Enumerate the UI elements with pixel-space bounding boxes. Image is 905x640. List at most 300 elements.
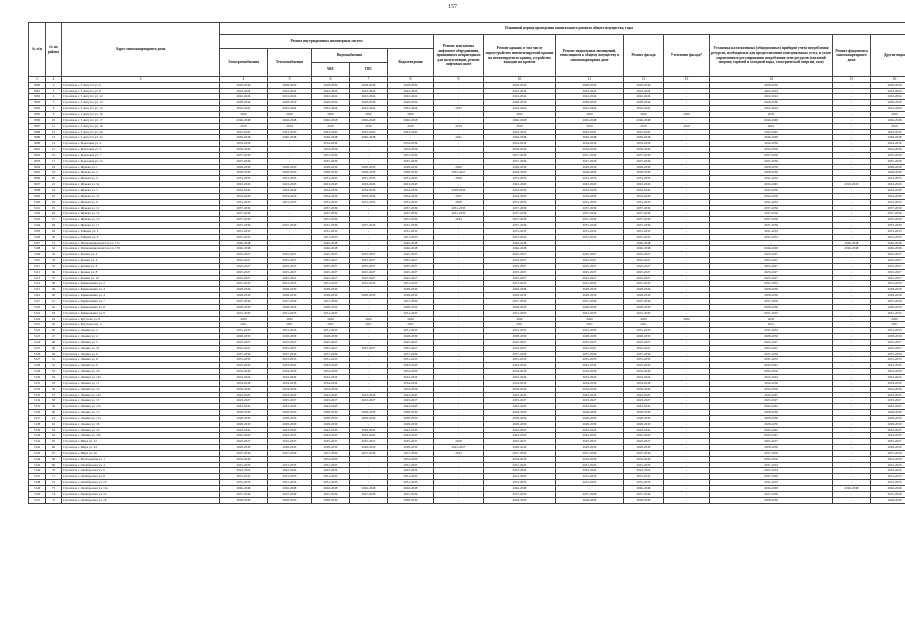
insulation-cell: - [664, 94, 710, 100]
roof-cell: 2022-2024 [484, 106, 556, 112]
heat-cell: 2022-2024 [268, 88, 312, 94]
meters-cell: 2025-2027 [710, 269, 833, 275]
other-cell: 2043-2045 [871, 427, 905, 433]
hot-water-cell: 2031-2033 [350, 199, 388, 205]
insulation-cell: - [664, 310, 710, 316]
heat-cell: 2031-2033 [268, 281, 312, 287]
other-cell: 2021 [871, 322, 905, 328]
cold-water-cell: 2037-2039 [312, 450, 350, 456]
electro-cell: 2046-2048 [220, 117, 268, 123]
sewer-cell: 2025-2027 [388, 339, 434, 345]
other-cell: 2037-2039 [871, 158, 905, 164]
heat-cell: 2022-2024 [268, 468, 312, 474]
hot-water-cell: 2028-2030 [350, 445, 388, 451]
insulation-cell: - [664, 450, 710, 456]
hot-water-cell: - [350, 240, 388, 246]
cold-water-cell: 2022-2024 [312, 106, 350, 112]
meters-cell: 2028-2030 [710, 415, 833, 421]
other-cell: 2043-2045 [871, 404, 905, 410]
basement-cell: 2022-2024 [556, 468, 624, 474]
other-cell: 2043-2045 [871, 433, 905, 439]
facade-cell: 2046-2048 [624, 246, 664, 252]
district-number-cell: 19 [46, 170, 62, 176]
basement-cell: - [556, 240, 624, 246]
sewer-cell: 2025-2027 [388, 258, 434, 264]
elevator-cell: - [434, 287, 484, 293]
other-cell: 2031-2033 [871, 462, 905, 468]
roof-cell: 2031-2033 [484, 474, 556, 480]
district-number-cell: 15 [46, 147, 62, 153]
meters-cell: 2034-2036 [710, 386, 833, 392]
elevator-cell: - [434, 117, 484, 123]
address-cell: Строитель г, Кривошеина ул, 3 [62, 287, 220, 293]
row-number-cell: 5099 [29, 193, 46, 199]
other-cell: 2034-2036 [871, 193, 905, 199]
hot-water-cell: 2028-2030 [350, 415, 388, 421]
other-cell: 2037-2039 [871, 351, 905, 357]
elevator-cell: - [434, 293, 484, 299]
address-cell: Строитель г, Конева ул, 2 [62, 252, 220, 258]
facade-cell: 2022-2024 [624, 88, 664, 94]
elevator-cell: - [434, 223, 484, 229]
row-number-cell: 5093 [29, 158, 46, 164]
heat-cell: 2021 [268, 322, 312, 328]
insulation-cell: - [664, 462, 710, 468]
hot-water-cell: - [350, 456, 388, 462]
hot-water-cell: 2028-2030 [350, 293, 388, 299]
sewer-cell: 2022-2024 [388, 88, 434, 94]
other-cell: 2037-2039 [871, 217, 905, 223]
address-cell: Строитель г, Ленина ул, 13 [62, 398, 220, 404]
header-insulation: Утепление фасада* [664, 35, 710, 77]
elevator-cell: - [434, 82, 484, 88]
insulation-cell: - [664, 106, 710, 112]
sewer-cell: 2034-2036 [388, 187, 434, 193]
row-number-cell: 5149 [29, 486, 46, 492]
heat-cell: 2028-2030 [268, 304, 312, 310]
hot-water-cell: - [350, 468, 388, 474]
cold-water-cell: 2037-2039 [312, 223, 350, 229]
sewer-cell: 2031-2033 [388, 328, 434, 334]
address-cell: Строитель г, Ленина ул, 5а [62, 345, 220, 351]
heat-cell: 2022-2024 [268, 374, 312, 380]
heat-cell: 2028-2030 [268, 421, 312, 427]
address-cell: Строитель г, Ленина ул, 19 [62, 427, 220, 433]
district-number-cell: 31 [46, 240, 62, 246]
other-cell: 2028-2030 [871, 100, 905, 106]
electro-cell: 2046-2048 [220, 240, 268, 246]
hot-water-cell: - [350, 480, 388, 486]
sewer-cell: 2043-2045 [388, 427, 434, 433]
meters-cell: 2043-2045 [710, 404, 833, 410]
address-cell: Строитель г, Жукова ул, 13 [62, 211, 220, 217]
hot-water-cell: 2022-2024 [350, 88, 388, 94]
other-cell: 2046-2048 [871, 117, 905, 123]
header-elevator: Ремонт или замена лифтового оборудования, признанного непригодным для эксплуатации, ремонт лифтовых шахт [434, 35, 484, 77]
meters-cell: 2028-2030 [710, 100, 833, 106]
roof-cell: 2034-2036 [484, 386, 556, 392]
facade-cell: 2043-2045 [624, 363, 664, 369]
insulation-cell: - [664, 193, 710, 199]
sewer-cell: 2034-2036 [388, 380, 434, 386]
elevator-cell: 2028 [434, 439, 484, 445]
row-number-cell: 5134 [29, 398, 46, 404]
column-number: 12 [624, 77, 664, 83]
other-cell: 2046-2048 [871, 240, 905, 246]
roof-cell: 2037-2039 [484, 205, 556, 211]
basement-cell: 2043-2045 [556, 182, 624, 188]
roof-cell: 2037-2039 [484, 299, 556, 305]
elevator-cell: - [434, 374, 484, 380]
district-number-cell: 37 [46, 275, 62, 281]
row-number-cell: 5136 [29, 410, 46, 416]
row-number-cell: 5086 [29, 117, 46, 123]
hot-water-cell: 2043-2045 [350, 129, 388, 135]
insulation-cell: 2020 [664, 316, 710, 322]
meters-cell: 2043-2045 [710, 392, 833, 398]
facade-cell: 2034-2036 [624, 147, 664, 153]
basement-cell: 2034-2036 [556, 187, 624, 193]
insulation-cell: - [664, 228, 710, 234]
district-number-cell: 38 [46, 281, 62, 287]
cold-water-cell: 2031-2033 [312, 199, 350, 205]
district-number-cell: 67 [46, 450, 62, 456]
cold-water-cell: 2022-2024 [312, 468, 350, 474]
facade-cell: 2022-2024 [624, 468, 664, 474]
district-number-cell: 24 [46, 199, 62, 205]
cold-water-cell: 2019 [312, 123, 350, 129]
cold-water-cell: 2028-2030 [312, 164, 350, 170]
row-number-cell: 5150 [29, 491, 46, 497]
row-number-cell: 5123 [29, 334, 46, 340]
basement-cell: 2031-2033 [556, 474, 624, 480]
electro-cell: 2037-2039 [220, 491, 268, 497]
sewer-cell: 2046-2048 [388, 486, 434, 492]
electro-cell: 2037-2039 [220, 223, 268, 229]
meters-cell: 2031-2033 [710, 281, 833, 287]
electro-cell: 2034-2036 [220, 193, 268, 199]
sewer-cell: 2020 [388, 112, 434, 118]
row-number-cell: 5138 [29, 421, 46, 427]
header-planned-period: Плановый период проведения капитального ремонта общего имущества, годы [220, 23, 905, 35]
insulation-cell: - [664, 287, 710, 293]
roof-cell: 2022-2024 [484, 88, 556, 94]
foundation-cell: - [833, 380, 871, 386]
meters-cell: 2020 [710, 316, 833, 322]
column-number: 6 [312, 77, 350, 83]
district-number-cell: 32 [46, 246, 62, 252]
basement-cell: 2022-2024 [556, 106, 624, 112]
electro-cell: 2043-2045 [220, 433, 268, 439]
insulation-cell: - [664, 474, 710, 480]
sewer-cell: 2019 [388, 123, 434, 129]
basement-cell: 2025-2027 [556, 269, 624, 275]
other-cell: 2031-2033 [871, 474, 905, 480]
sewer-cell: 2020 [388, 316, 434, 322]
address-cell: Строитель г, 5 Августа ул, 16 [62, 112, 220, 118]
cold-water-cell: 2034-2036 [312, 141, 350, 147]
facade-cell: 2034-2036 [624, 456, 664, 462]
other-cell: 2020 [871, 112, 905, 118]
roof-cell: 2025-2027 [484, 263, 556, 269]
heat-cell: 2043-2045 [268, 427, 312, 433]
meters-cell: 2034-2036 [710, 369, 833, 375]
address-cell: Строитель г, Мира ул, 24 [62, 445, 220, 451]
column-number: 1 [29, 77, 46, 83]
foundation-cell: - [833, 398, 871, 404]
row-number-cell: 5088 [29, 129, 46, 135]
hot-water-cell: 2031-2033 [350, 281, 388, 287]
cold-water-cell: 2034-2036 [312, 456, 350, 462]
foundation-cell: - [833, 234, 871, 240]
address-cell: Строитель г, Кривошеина ул, 9 [62, 310, 220, 316]
heat-cell: 2028-2030 [268, 170, 312, 176]
facade-cell: 2028-2030 [624, 415, 664, 421]
district-number-cell: 28 [46, 223, 62, 229]
basement-cell: 2031-2033 [556, 357, 624, 363]
meters-cell: 2028-2030 [710, 421, 833, 427]
district-number-cell: 7 [46, 100, 62, 106]
basement-cell: 2043-2045 [556, 404, 624, 410]
row-number-cell: 5109 [29, 252, 46, 258]
foundation-cell: - [833, 374, 871, 380]
cold-water-cell: 2025-2027 [312, 275, 350, 281]
district-number-cell: 48 [46, 339, 62, 345]
basement-cell: 2025-2027 [556, 263, 624, 269]
basement-cell: 2037-2039 [556, 351, 624, 357]
sewer-cell: 2028-2030 [388, 287, 434, 293]
electro-cell: 2020 [220, 112, 268, 118]
heat-cell: - [268, 147, 312, 153]
district-number-cell: 21 [46, 182, 62, 188]
cold-water-cell: 2043-2045 [312, 363, 350, 369]
electro-cell: 2025-2027 [220, 275, 268, 281]
heat-cell: 2028-2030 [268, 497, 312, 503]
meters-cell: 2037-2039 [710, 152, 833, 158]
address-cell: Строитель г, Жукова ул, 9 [62, 199, 220, 205]
insulation-cell: - [664, 217, 710, 223]
elevator-cell: - [434, 410, 484, 416]
sewer-cell: 2043-2045 [388, 182, 434, 188]
district-number-cell: 60 [46, 410, 62, 416]
district-number-cell: 47 [46, 334, 62, 340]
basement-cell: 2022-2024 [556, 88, 624, 94]
elevator-cell: 2019 [434, 123, 484, 129]
other-cell: 2031-2033 [871, 310, 905, 316]
meters-cell: 2025-2027 [710, 275, 833, 281]
foundation-cell: - [833, 339, 871, 345]
address-cell: Строитель г, Ленина ул, 17а [62, 415, 220, 421]
hot-water-cell: - [350, 304, 388, 310]
row-number-cell: 5111 [29, 263, 46, 269]
basement-cell: 2043-2045 [556, 363, 624, 369]
cold-water-cell: 2037-2039 [312, 491, 350, 497]
basement-cell: 2034-2036 [556, 369, 624, 375]
address-cell: Строитель г, Октябрьская ул, 8 [62, 474, 220, 480]
address-cell: Строитель г, Октябрьская ул, 16 [62, 491, 220, 497]
district-number-cell: 26 [46, 211, 62, 217]
insulation-cell: - [664, 205, 710, 211]
district-number-cell: 57 [46, 392, 62, 398]
meters-cell: 2031-2033 [710, 228, 833, 234]
district-number-cell: 61 [46, 415, 62, 421]
foundation-cell: - [833, 205, 871, 211]
district-number-cell: 50 [46, 351, 62, 357]
meters-cell: 2028-2030 [710, 497, 833, 503]
foundation-cell: - [833, 386, 871, 392]
row-number-cell: 5124 [29, 339, 46, 345]
basement-cell: 2028-2030 [556, 304, 624, 310]
row-number-cell: 5121 [29, 322, 46, 328]
facade-cell: 2046-2048 [624, 240, 664, 246]
cold-water-cell: 2043-2045 [312, 182, 350, 188]
heat-cell: 2034-2036 [268, 369, 312, 375]
address-cell: Строитель г, Кутузова ул, 8 [62, 316, 220, 322]
address-cell: Строитель г, Конева ул, 6 [62, 263, 220, 269]
cold-water-cell: 2046-2048 [312, 246, 350, 252]
facade-cell: 2034-2036 [624, 369, 664, 375]
electro-cell: 2037-2039 [220, 299, 268, 305]
facade-cell: 2031-2033 [624, 328, 664, 334]
elevator-cell: - [434, 404, 484, 410]
electro-cell: 2034-2036 [220, 187, 268, 193]
foundation-cell: - [833, 468, 871, 474]
electro-cell: 2034-2036 [220, 456, 268, 462]
facade-cell: 2025-2027 [624, 258, 664, 264]
heat-cell: 2019 [268, 123, 312, 129]
meters-cell: 2037-2039 [710, 217, 833, 223]
district-number-cell: 17 [46, 158, 62, 164]
district-number-cell: 6 [46, 94, 62, 100]
hot-water-cell: 2046-2048 [350, 117, 388, 123]
elevator-cell: - [434, 182, 484, 188]
column-number: 15 [833, 77, 871, 83]
cold-water-cell: 2046-2048 [312, 135, 350, 141]
electro-cell: 2028-2030 [220, 410, 268, 416]
roof-cell: 2031-2033 [484, 310, 556, 316]
hot-water-cell: - [350, 386, 388, 392]
sewer-cell: 2025-2027 [388, 398, 434, 404]
sewer-cell: 2031-2033 [388, 281, 434, 287]
cold-water-cell: 2034-2036 [312, 386, 350, 392]
basement-cell: 2031-2033 [556, 328, 624, 334]
other-cell: 2034-2036 [871, 147, 905, 153]
sewer-cell: 2028-2030 [388, 164, 434, 170]
heat-cell: 2037-2039 [268, 450, 312, 456]
elevator-cell: - [434, 234, 484, 240]
sewer-cell: 2037-2039 [388, 152, 434, 158]
other-cell: 2043-2045 [871, 392, 905, 398]
heat-cell: 2028-2030 [268, 334, 312, 340]
address-cell: Строитель г, Интернационалистов ул, 17Б [62, 246, 220, 252]
sewer-cell: 2022-2024 [388, 468, 434, 474]
facade-cell: 2022-2024 [624, 374, 664, 380]
heat-cell: 2031-2033 [268, 199, 312, 205]
basement-cell: 2021 [556, 322, 624, 328]
foundation-cell: - [833, 193, 871, 199]
meters-cell: 2021 [710, 322, 833, 328]
district-number-cell: 8 [46, 106, 62, 112]
foundation-cell: - [833, 281, 871, 287]
meters-cell: 2028-2030 [710, 334, 833, 340]
insulation-cell: - [664, 164, 710, 170]
column-number: 14 [710, 77, 833, 83]
sewer-cell: 2034-2036 [388, 369, 434, 375]
electro-cell: 2046-2048 [220, 246, 268, 252]
elevator-cell: - [434, 480, 484, 486]
hot-water-cell: - [350, 299, 388, 305]
heat-cell: 2031-2033 [268, 474, 312, 480]
other-cell: 2046-2048 [871, 135, 905, 141]
basement-cell: 2034-2036 [556, 380, 624, 386]
facade-cell: 2037-2039 [624, 491, 664, 497]
header-hot-water: ГВС [350, 63, 388, 77]
foundation-cell: - [833, 421, 871, 427]
heat-cell: 2025-2027 [268, 252, 312, 258]
cold-water-cell: 2028-2030 [312, 410, 350, 416]
district-number-cell: 14 [46, 141, 62, 147]
other-cell: 2028-2030 [871, 287, 905, 293]
basement-cell: 2028-2030 [556, 100, 624, 106]
meters-cell: 2025-2027 [710, 339, 833, 345]
foundation-cell: - [833, 480, 871, 486]
facade-cell: 2043-2045 [624, 433, 664, 439]
insulation-cell: - [664, 486, 710, 492]
foundation-cell: - [833, 164, 871, 170]
basement-cell: 2034-2036 [556, 141, 624, 147]
facade-cell: 2031-2033 [624, 234, 664, 240]
district-number-cell: 49 [46, 345, 62, 351]
insulation-cell: - [664, 187, 710, 193]
cold-water-cell: 2022-2024 [312, 88, 350, 94]
electro-cell: 2034-2036 [220, 147, 268, 153]
hot-water-cell: - [350, 351, 388, 357]
row-number-cell: 5128 [29, 363, 46, 369]
foundation-cell: - [833, 410, 871, 416]
insulation-cell: - [664, 322, 710, 328]
other-cell: 2022-2024 [871, 374, 905, 380]
foundation-cell: - [833, 82, 871, 88]
roof-cell: 2025-2027 [484, 339, 556, 345]
district-number-cell: 44 [46, 316, 62, 322]
heat-cell: 2025-2027 [268, 345, 312, 351]
roof-cell: 2031-2033 [484, 228, 556, 234]
address-cell: Строитель г, Октябрьская ул, 6 [62, 468, 220, 474]
district-number-cell: 62 [46, 421, 62, 427]
facade-cell: 2025-2027 [624, 252, 664, 258]
district-number-cell: 63 [46, 427, 62, 433]
cold-water-cell: 2028-2030 [312, 415, 350, 421]
insulation-cell: - [664, 468, 710, 474]
row-number-cell: 5081 [29, 88, 46, 94]
address-cell: Строитель г, Ленина ул, 4 [62, 334, 220, 340]
address-cell: Строитель г, Жукова ул, 15 [62, 217, 220, 223]
district-number-cell: 10 [46, 117, 62, 123]
cold-water-cell: 2037-2039 [312, 351, 350, 357]
other-cell: 2037-2039 [871, 299, 905, 305]
district-number-cell: 18 [46, 164, 62, 170]
basement-cell: - [556, 486, 624, 492]
insulation-cell: - [664, 275, 710, 281]
roof-cell: 2043-2045 [484, 433, 556, 439]
electro-cell: 2034-2036 [220, 369, 268, 375]
meters-cell: 2046-2048 [710, 486, 833, 492]
address-cell: Строитель г, Ленина ул, 2 [62, 328, 220, 334]
basement-cell: 2043-2045 [556, 129, 624, 135]
hot-water-cell: 2022-2024 [350, 106, 388, 112]
cold-water-cell: 2034-2036 [312, 193, 350, 199]
electro-cell: 2022-2024 [220, 374, 268, 380]
